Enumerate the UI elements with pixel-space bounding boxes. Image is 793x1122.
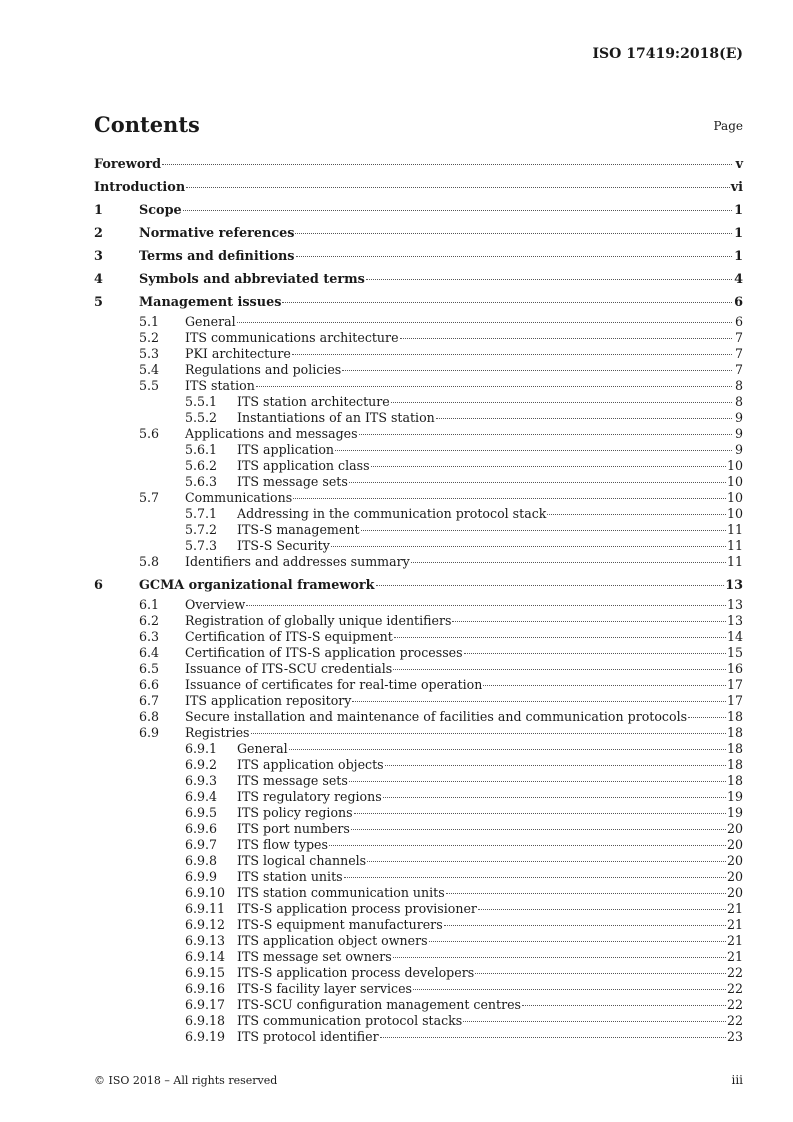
dot-leader	[391, 402, 732, 403]
toc-entry[interactable]	[94, 506, 743, 522]
toc-entry[interactable]	[94, 153, 743, 176]
toc-entry-page: 15	[726, 645, 743, 660]
toc-entry[interactable]	[94, 949, 743, 965]
toc-entry[interactable]	[94, 474, 743, 490]
toc-entry-page: 18	[726, 757, 743, 772]
toc-entry-title: Foreword	[94, 157, 162, 172]
dot-leader	[344, 877, 726, 878]
dot-leader	[331, 546, 726, 547]
toc-entry-page: 9	[734, 426, 743, 441]
toc-entry-number: 1	[94, 203, 103, 218]
toc-entry-title: PKI architecture	[185, 346, 291, 361]
toc-entry-title: GCMA organizational framework	[139, 578, 375, 593]
toc-entry[interactable]	[94, 490, 743, 506]
toc-entry-title: ITS station units	[237, 869, 343, 884]
toc-entry[interactable]	[94, 773, 743, 789]
toc-entry[interactable]	[94, 629, 743, 645]
toc-entry-number: 6.9.6	[185, 821, 218, 836]
toc-entry-page: 20	[726, 821, 743, 836]
toc-entry-page: 10	[726, 474, 743, 489]
toc-entry[interactable]	[94, 1013, 743, 1029]
toc-entry-number: 5.2	[139, 330, 160, 345]
toc-entry-title: Regulations and policies	[185, 362, 342, 377]
toc-entry[interactable]	[94, 917, 743, 933]
toc-entry-page: 17	[726, 693, 743, 708]
toc-entry-title: ITS message sets	[237, 474, 348, 489]
toc-entry-number: 6.5	[139, 661, 160, 676]
toc-entry[interactable]	[94, 176, 743, 199]
toc-entry-title: ITS application objects	[237, 757, 384, 772]
toc-entry-number: 6.9.15	[185, 965, 226, 980]
toc-entry-title: ITS application class	[237, 458, 370, 473]
toc-entry-title: Introduction	[94, 180, 186, 195]
toc-entry-number: 6.9.2	[185, 757, 218, 772]
dot-leader	[475, 973, 726, 974]
toc-entry-page: 8	[734, 394, 743, 409]
toc-entry-number: 6.3	[139, 629, 160, 644]
dot-leader	[444, 925, 726, 926]
toc-entry[interactable]	[94, 725, 743, 741]
toc-entry-title: Overview	[185, 597, 246, 612]
toc-entry-number: 5.3	[139, 346, 160, 361]
dot-leader	[359, 434, 732, 435]
toc-entry-page: 19	[726, 789, 743, 804]
toc-entry-number: 6.6	[139, 677, 160, 692]
toc-entry-title: Applications and messages	[185, 426, 358, 441]
dot-leader	[366, 279, 732, 280]
toc-entry-title: Certification of ITS-S equipment	[185, 629, 393, 644]
toc-entry-page: 21	[726, 917, 743, 932]
dot-leader	[400, 338, 732, 339]
toc-entry-page: 22	[726, 965, 743, 980]
toc-entry[interactable]	[94, 426, 743, 442]
toc-entry-number: 5.5	[139, 378, 160, 393]
toc-entry-number: 6.9.4	[185, 789, 218, 804]
toc-entry-title: Secure installation and maintenance of facilities and communication protocols	[185, 709, 688, 724]
toc-entry-title: ITS-S application process provisioner	[237, 901, 477, 916]
toc-entry[interactable]	[94, 554, 743, 570]
toc-entry-page: 22	[726, 997, 743, 1012]
toc-entry[interactable]	[94, 330, 743, 346]
toc-entry-number: 6.8	[139, 709, 160, 724]
toc-entry-title: ITS station	[185, 378, 255, 393]
toc-entry-title: ITS application repository	[185, 693, 352, 708]
toc-entry-title: Management issues	[139, 295, 282, 310]
toc-entry[interactable]	[94, 1029, 743, 1045]
toc-entry-title: ITS communication protocol stacks	[237, 1013, 463, 1028]
toc-entry-title: ITS communications architecture	[185, 330, 399, 345]
dot-leader	[237, 322, 732, 323]
toc-entry-title: Issuance of ITS-SCU credentials	[185, 661, 393, 676]
toc-entry[interactable]	[94, 885, 743, 901]
toc-entry-title: ITS-SCU configuration management centres	[237, 997, 521, 1012]
toc-entry-title: ITS port numbers	[237, 821, 350, 836]
toc-entry-number: 5.8	[139, 554, 160, 569]
toc-entry-number: 5.4	[139, 362, 160, 377]
toc-entry-page: 18	[726, 773, 743, 788]
page-number: iii	[731, 1073, 743, 1087]
dot-leader	[393, 957, 726, 958]
toc-entry-number: 5.6.1	[185, 442, 218, 457]
toc-entry-number: 6.9.12	[185, 917, 226, 932]
dot-leader	[393, 669, 726, 670]
toc-entry[interactable]	[94, 741, 743, 757]
dot-leader	[296, 256, 732, 257]
toc-entry-title: General	[185, 314, 236, 329]
toc-entry-page: 17	[726, 677, 743, 692]
toc-entry-page: 10	[726, 490, 743, 505]
dot-leader	[256, 386, 732, 387]
dot-leader	[371, 466, 726, 467]
dot-leader	[361, 530, 726, 531]
toc-entry-title: ITS station communication units	[237, 885, 445, 900]
toc-entry-title: ITS-S application process developers	[237, 965, 475, 980]
dot-leader	[289, 749, 726, 750]
dot-leader	[411, 562, 726, 563]
toc-entry-page: 20	[726, 885, 743, 900]
toc-entry-title: ITS-S equipment manufacturers	[237, 917, 443, 932]
toc-entry[interactable]	[94, 268, 743, 291]
toc-entry[interactable]	[94, 677, 743, 693]
toc-entry-page: 14	[726, 629, 743, 644]
dot-leader	[452, 621, 725, 622]
toc-entry-page: 21	[726, 933, 743, 948]
toc-entry[interactable]	[94, 965, 743, 981]
toc-entry[interactable]	[94, 901, 743, 917]
toc-entry[interactable]	[94, 574, 743, 597]
toc-entry-page: 20	[726, 853, 743, 868]
dot-leader	[446, 893, 726, 894]
dot-leader	[522, 1005, 726, 1006]
toc-entry-page: 1	[734, 226, 743, 241]
dot-leader	[292, 354, 732, 355]
toc-entry-number: 5.7.3	[185, 538, 218, 553]
toc-entry-page: 1	[734, 203, 743, 218]
toc-entry[interactable]	[94, 997, 743, 1013]
toc-entry-title: Communications	[185, 490, 293, 505]
toc-entry-page: 22	[726, 981, 743, 996]
toc-entry-number: 6.9.17	[185, 997, 226, 1012]
toc-entry-title: ITS-S facility layer services	[237, 981, 413, 996]
toc-entry-title: Instantiations of an ITS station	[237, 410, 435, 425]
toc-entry-title: ITS regulatory regions	[237, 789, 382, 804]
toc-entry-page: 13	[726, 597, 743, 612]
toc-entry-title: Issuance of certificates for real-time operation	[185, 677, 483, 692]
toc-entry-number: 6.9.3	[185, 773, 218, 788]
toc-entry-page: 21	[726, 901, 743, 916]
toc-entry[interactable]	[94, 853, 743, 869]
toc-entry-number: 6.9.10	[185, 885, 226, 900]
toc-entry[interactable]	[94, 378, 743, 394]
toc-entry-page: 9	[734, 410, 743, 425]
toc-entry[interactable]	[94, 410, 743, 426]
toc-entry-title: Certification of ITS-S application processes	[185, 645, 463, 660]
toc-entry[interactable]	[94, 442, 743, 458]
toc-entry[interactable]	[94, 538, 743, 554]
toc-entry[interactable]	[94, 362, 743, 378]
dot-leader	[183, 210, 732, 211]
dot-leader	[354, 813, 726, 814]
toc-entry-page: 21	[726, 949, 743, 964]
toc-entry[interactable]	[94, 709, 743, 725]
toc-entry-number: 6.9.11	[185, 901, 226, 916]
toc-entry-number: 6.9.5	[185, 805, 218, 820]
dot-leader	[251, 733, 726, 734]
toc-entry-page: 13	[726, 613, 743, 628]
dot-leader	[436, 418, 732, 419]
toc-entry[interactable]	[94, 613, 743, 629]
toc-entry-number: 6.9.19	[185, 1029, 226, 1044]
dot-leader	[342, 370, 732, 371]
toc-entry-number: 6.9.9	[185, 869, 218, 884]
toc-entry[interactable]	[94, 837, 743, 853]
toc-entry[interactable]	[94, 981, 743, 997]
toc-entry-page: 22	[726, 1013, 743, 1028]
toc-entry-number: 6.9.14	[185, 949, 226, 964]
dot-leader	[349, 482, 726, 483]
toc-entry-page: 16	[726, 661, 743, 676]
toc-entry-title: ITS application	[237, 442, 335, 457]
toc-entry-page: 18	[726, 709, 743, 724]
toc-entry-page: 19	[726, 805, 743, 820]
dot-leader	[376, 585, 725, 586]
dot-leader	[483, 685, 726, 686]
toc-entry-page: 18	[726, 741, 743, 756]
toc-entry-title: Registries	[185, 725, 250, 740]
toc-entry[interactable]	[94, 394, 743, 410]
toc-entry-page: 13	[725, 578, 743, 593]
toc-entry-page: 7	[734, 346, 743, 361]
toc-entry-number: 5	[94, 295, 103, 310]
toc-entry-title: ITS application object owners	[237, 933, 428, 948]
toc-entry-page: vi	[730, 180, 743, 195]
toc-entry-number: 6.9.18	[185, 1013, 226, 1028]
toc-entry[interactable]	[94, 805, 743, 821]
toc-entry-title: ITS protocol identifier	[237, 1029, 379, 1044]
toc-entry-number: 6.1	[139, 597, 160, 612]
dot-leader	[352, 701, 726, 702]
dot-leader	[162, 164, 732, 165]
toc-entry-title: Terms and definitions	[139, 249, 295, 264]
dot-leader	[394, 637, 726, 638]
toc-entry-title: Normative references	[139, 226, 295, 241]
toc-entry-title: ITS-S Security	[237, 538, 330, 553]
toc-entry-page: 8	[734, 378, 743, 393]
toc-entry-page: 20	[726, 869, 743, 884]
toc-entry-number: 6.9.8	[185, 853, 218, 868]
dot-leader	[547, 514, 726, 515]
dot-leader	[282, 302, 732, 303]
dot-leader	[335, 450, 732, 451]
toc-entry-title: Identifiers and addresses summary	[185, 554, 410, 569]
dot-leader	[429, 941, 726, 942]
toc-entry[interactable]	[94, 346, 743, 362]
dot-leader	[246, 605, 726, 606]
toc-entry-title: ITS message sets	[237, 773, 348, 788]
dot-leader	[413, 989, 726, 990]
toc-entry-number: 5.5.2	[185, 410, 218, 425]
dot-leader	[688, 717, 726, 718]
toc-entry[interactable]	[94, 757, 743, 773]
toc-entry-number: 3	[94, 249, 103, 264]
dot-leader	[293, 498, 726, 499]
toc-entry[interactable]	[94, 661, 743, 677]
dot-leader	[295, 233, 732, 234]
dot-leader	[380, 1037, 726, 1038]
dot-leader	[349, 781, 726, 782]
toc-entry[interactable]	[94, 291, 743, 314]
toc-entry-page: 7	[734, 362, 743, 377]
toc-entry-number: 6.9.7	[185, 837, 218, 852]
dot-leader	[463, 1021, 726, 1022]
dot-leader	[383, 797, 726, 798]
toc-entry-number: 6	[94, 578, 103, 593]
toc-entry[interactable]	[94, 693, 743, 709]
toc-entry[interactable]	[94, 222, 743, 245]
toc-entry-page: 11	[726, 522, 743, 537]
toc-entry-number: 5.5.1	[185, 394, 218, 409]
toc-entry-title: Symbols and abbreviated terms	[139, 272, 365, 287]
toc-entry-number: 6.9.13	[185, 933, 226, 948]
toc-entry-number: 6.9.16	[185, 981, 226, 996]
toc-entry[interactable]	[94, 869, 743, 885]
toc-entry[interactable]	[94, 821, 743, 837]
toc-entry-number: 5.6	[139, 426, 160, 441]
toc-entry-title: ITS message set owners	[237, 949, 392, 964]
toc-entry-title: Scope	[139, 203, 182, 218]
toc-entry-page: 11	[726, 538, 743, 553]
toc-entry-title: Registration of globally unique identifiers	[185, 613, 452, 628]
toc-entry-number: 6.2	[139, 613, 160, 628]
toc-entry-page: 18	[726, 725, 743, 740]
contents-title: Contents	[94, 112, 200, 137]
toc-entry-number: 6.7	[139, 693, 160, 708]
toc-entry-page: 10	[726, 506, 743, 521]
dot-leader	[367, 861, 726, 862]
toc-entry-number: 6.9	[139, 725, 160, 740]
dot-leader	[478, 909, 726, 910]
toc-entry-title: ITS station architecture	[237, 394, 390, 409]
toc-entry[interactable]	[94, 789, 743, 805]
toc-entry[interactable]	[94, 199, 743, 222]
toc-entry[interactable]	[94, 458, 743, 474]
toc-entry-page: 1	[734, 249, 743, 264]
toc-entry[interactable]	[94, 314, 743, 330]
toc-entry-number: 5.6.3	[185, 474, 218, 489]
dot-leader	[351, 829, 726, 830]
standard-identifier: ISO 17419:2018(E)	[592, 46, 743, 62]
table-of-contents	[94, 153, 743, 1045]
toc-entry-page: 10	[726, 458, 743, 473]
toc-entry[interactable]	[94, 933, 743, 949]
toc-entry-page: v	[735, 157, 743, 172]
toc-entry[interactable]	[94, 245, 743, 268]
toc-entry[interactable]	[94, 597, 743, 613]
toc-entry-page: 6	[734, 314, 743, 329]
toc-entry-title: ITS-S management	[237, 522, 360, 537]
toc-entry-page: 9	[734, 442, 743, 457]
toc-entry-page: 4	[734, 272, 743, 287]
toc-entry-page: 7	[734, 330, 743, 345]
toc-entry[interactable]	[94, 522, 743, 538]
toc-entry-title: ITS policy regions	[237, 805, 353, 820]
dot-leader	[329, 845, 726, 846]
toc-entry-number: 4	[94, 272, 103, 287]
dot-leader	[186, 187, 730, 188]
toc-entry-page: 23	[726, 1029, 743, 1044]
toc-entry[interactable]	[94, 645, 743, 661]
toc-entry-number: 5.1	[139, 314, 160, 329]
toc-entry-number: 5.7	[139, 490, 160, 505]
toc-entry-number: 5.7.1	[185, 506, 218, 521]
copyright-notice: © ISO 2018 – All rights reserved	[94, 1074, 278, 1087]
toc-entry-title: General	[237, 741, 288, 756]
toc-entry-title: ITS flow types	[237, 837, 328, 852]
toc-entry-number: 5.7.2	[185, 522, 218, 537]
toc-entry-number: 2	[94, 226, 103, 241]
toc-entry-page: 20	[726, 837, 743, 852]
toc-entry-page: 6	[734, 295, 743, 310]
toc-entry-title: Addressing in the communication protocol stack	[237, 506, 547, 521]
toc-entry-number: 5.6.2	[185, 458, 218, 473]
dot-leader	[385, 765, 726, 766]
dot-leader	[464, 653, 726, 654]
page-column-label: Page	[713, 119, 743, 133]
toc-entry-title: ITS logical channels	[237, 853, 367, 868]
toc-entry-page: 11	[726, 554, 743, 569]
toc-entry-number: 6.9.1	[185, 741, 218, 756]
toc-entry-number: 6.4	[139, 645, 160, 660]
